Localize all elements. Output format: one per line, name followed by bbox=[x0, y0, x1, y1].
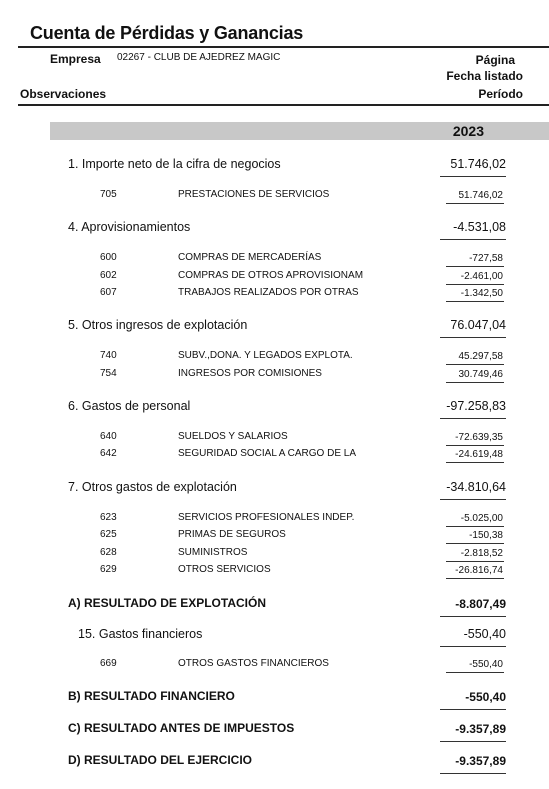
account-underline bbox=[446, 445, 504, 446]
section-value: -34.810,64 bbox=[446, 480, 506, 494]
section-label: 5. Otros ingresos de explotación bbox=[68, 318, 248, 332]
report-title: Cuenta de Pérdidas y Ganancias bbox=[30, 23, 304, 43]
account-value: -5.025,00 bbox=[460, 513, 503, 524]
account-name: OTROS GASTOS FINANCIEROS bbox=[178, 658, 329, 669]
account-value: -2.461,00 bbox=[460, 271, 503, 282]
account-name: OTROS SERVICIOS bbox=[178, 564, 271, 575]
result-label: B) RESULTADO FINANCIERO bbox=[68, 689, 235, 703]
account-name: SEGURIDAD SOCIAL A CARGO DE LA bbox=[178, 448, 357, 459]
account-code: 669 bbox=[100, 658, 117, 669]
result-label: D) RESULTADO DEL EJERCICIO bbox=[68, 753, 253, 767]
account-name: SUMINISTROS bbox=[178, 547, 248, 558]
account-value: -550,40 bbox=[469, 659, 503, 670]
account-underline bbox=[446, 462, 504, 463]
account-value: -1.342,50 bbox=[460, 288, 503, 299]
account-value: -26.816,74 bbox=[455, 565, 503, 576]
result-value: -8.807,49 bbox=[455, 597, 506, 611]
section-label: 4. Aprovisionamientos bbox=[68, 220, 191, 234]
account-code: 602 bbox=[100, 270, 117, 281]
account-underline bbox=[446, 561, 504, 562]
account-value: 45.297,58 bbox=[458, 351, 503, 362]
empresa-label: Empresa bbox=[50, 52, 101, 66]
account-code: 642 bbox=[100, 448, 117, 459]
section-underline bbox=[440, 176, 506, 177]
account-name: TRABAJOS REALIZADOS POR OTRAS bbox=[178, 287, 359, 298]
account-code: 705 bbox=[100, 189, 117, 200]
account-value: -24.619,48 bbox=[455, 449, 503, 460]
section-underline bbox=[440, 646, 506, 647]
observaciones-label: Observaciones bbox=[20, 87, 107, 101]
result-underline bbox=[440, 741, 506, 742]
header-top-rule bbox=[18, 46, 549, 48]
result-value: -9.357,89 bbox=[455, 754, 506, 768]
result-value: -550,40 bbox=[465, 690, 506, 704]
account-underline bbox=[446, 672, 504, 673]
account-name: PRIMAS DE SEGUROS bbox=[178, 529, 286, 540]
account-value: 51.746,02 bbox=[458, 190, 503, 201]
account-name: SERVICIOS PROFESIONALES INDEP. bbox=[178, 512, 355, 523]
account-value: -727,58 bbox=[469, 253, 503, 264]
result-value: -9.357,89 bbox=[455, 722, 506, 736]
section-label: 1. Importe neto de la cifra de negocios bbox=[68, 157, 281, 171]
account-underline bbox=[446, 543, 504, 544]
year-header-bar bbox=[50, 122, 549, 140]
section-underline bbox=[440, 418, 506, 419]
section-underline bbox=[440, 239, 506, 240]
account-name: INGRESOS POR COMISIONES bbox=[178, 368, 322, 379]
account-underline bbox=[446, 382, 504, 383]
account-underline bbox=[446, 203, 504, 204]
section-underline bbox=[440, 337, 506, 338]
section-underline bbox=[440, 499, 506, 500]
account-code: 625 bbox=[100, 529, 117, 540]
account-value: -150,38 bbox=[469, 530, 503, 541]
account-value: -72.639,35 bbox=[455, 432, 503, 443]
account-code: 623 bbox=[100, 512, 117, 523]
account-code: 640 bbox=[100, 431, 117, 442]
account-code: 607 bbox=[100, 287, 117, 298]
section-value: -550,40 bbox=[463, 627, 506, 641]
result-label: C) RESULTADO ANTES DE IMPUESTOS bbox=[68, 721, 295, 735]
account-name: PRESTACIONES DE SERVICIOS bbox=[178, 189, 330, 200]
section-value: 51.746,02 bbox=[450, 157, 506, 171]
section-label: 15. Gastos financieros bbox=[78, 627, 203, 641]
pagina-label: Página bbox=[475, 53, 515, 67]
result-underline bbox=[440, 773, 506, 774]
account-name: SUBV.,DONA. Y LEGADOS EXPLOTA. bbox=[178, 350, 353, 361]
account-name: SUELDOS Y SALARIOS bbox=[178, 431, 288, 442]
account-code: 600 bbox=[100, 252, 117, 263]
header-bottom-rule bbox=[18, 104, 549, 106]
account-underline bbox=[446, 578, 504, 579]
periodo-label: Período bbox=[478, 87, 523, 101]
account-underline bbox=[446, 266, 504, 267]
section-label: 7. Otros gastos de explotación bbox=[68, 480, 237, 494]
result-underline bbox=[440, 616, 506, 617]
account-underline bbox=[446, 301, 504, 302]
result-underline bbox=[440, 709, 506, 710]
account-underline bbox=[446, 526, 504, 527]
account-code: 628 bbox=[100, 547, 117, 558]
result-label: A) RESULTADO DE EXPLOTACIÓN bbox=[68, 596, 266, 610]
account-name: COMPRAS DE OTROS APROVISIONAM bbox=[178, 270, 364, 281]
account-code: 740 bbox=[100, 350, 117, 361]
account-code: 629 bbox=[100, 564, 117, 575]
section-value: -97.258,83 bbox=[446, 399, 506, 413]
account-value: 30.749,46 bbox=[458, 369, 503, 380]
year-label: 2023 bbox=[452, 123, 484, 139]
account-value: -2.818,52 bbox=[460, 548, 503, 559]
account-code: 754 bbox=[100, 368, 117, 379]
fecha-listado-label: Fecha listado bbox=[446, 69, 523, 83]
section-label: 6. Gastos de personal bbox=[68, 399, 191, 413]
account-name: COMPRAS DE MERCADERÍAS bbox=[178, 252, 322, 263]
empresa-value: 02267 - CLUB DE AJEDREZ MAGIC bbox=[117, 52, 281, 63]
account-underline bbox=[446, 364, 504, 365]
account-underline bbox=[446, 284, 504, 285]
section-value: -4.531,08 bbox=[453, 220, 506, 234]
section-value: 76.047,04 bbox=[450, 318, 506, 332]
